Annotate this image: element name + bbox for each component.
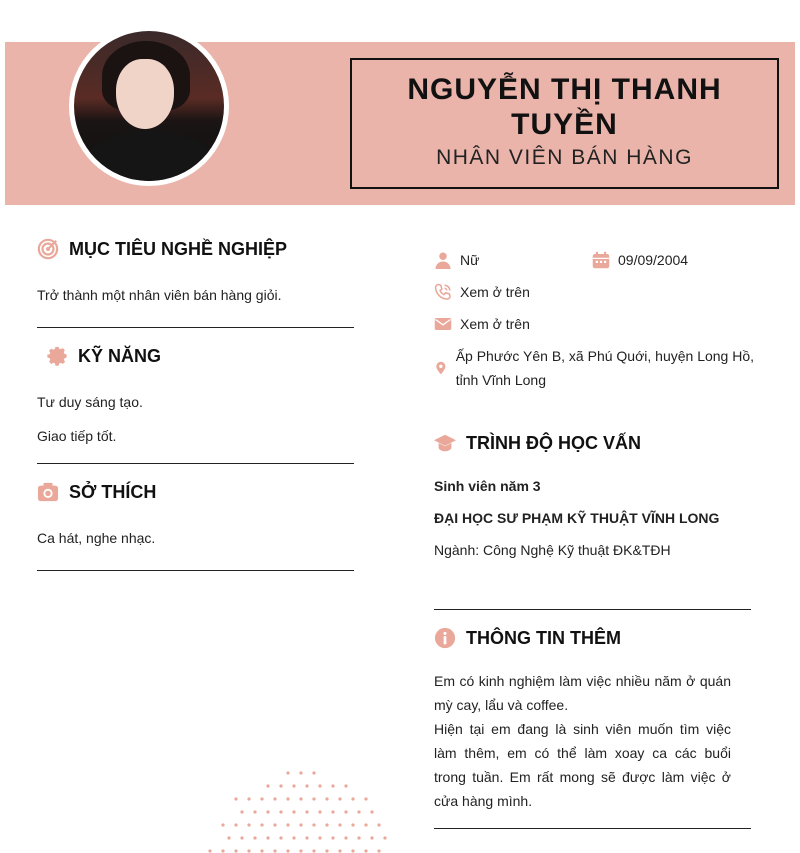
email-row xyxy=(434,312,530,336)
hobbies-heading xyxy=(37,481,156,503)
education-heading xyxy=(434,432,641,454)
school-name: ĐẠI HỌC SƯ PHẠM KỸ THUẬT VĨNH LONG xyxy=(434,510,720,526)
gender-row xyxy=(434,248,479,272)
divider xyxy=(434,609,751,610)
phone-row xyxy=(434,280,530,304)
graduation-cap-icon xyxy=(434,432,456,454)
location-pin-icon xyxy=(434,359,448,377)
additional-para-1: Em có kinh nghiệm làm việc nhiều năm ở quán mỳ cay, lẩu và coffee. xyxy=(434,673,731,713)
education-title: TRÌNH ĐỘ HỌC VẤN xyxy=(466,432,641,453)
skills-heading xyxy=(46,345,161,367)
dob-value: 09/09/2004 xyxy=(618,252,689,268)
name-box xyxy=(350,58,779,189)
divider xyxy=(37,327,354,328)
target-icon xyxy=(37,238,59,260)
phone-value: Xem ở trên xyxy=(460,284,530,300)
additional-title: THÔNG TIN THÊM xyxy=(466,627,621,648)
phone-icon xyxy=(434,283,452,301)
decorative-dots xyxy=(205,768,395,853)
additional-heading xyxy=(434,627,621,649)
gear-icon xyxy=(46,345,68,367)
envelope-icon xyxy=(434,315,452,333)
skill-item: Tư duy sáng tạo. xyxy=(37,394,143,410)
address-value: Ấp Phước Yên B, xã Phú Quới, huyện Long Hồ, tỉnh Vĩnh Long xyxy=(455,348,755,388)
divider xyxy=(434,828,751,829)
major: Ngành: Công Nghệ Kỹ thuật ĐK&TĐH xyxy=(434,542,671,558)
hobbies-title: SỞ THÍCH xyxy=(69,481,157,502)
address-row xyxy=(434,344,754,392)
calendar-icon xyxy=(592,251,610,269)
objective-text: Trở thành một nhân viên bán hàng giỏi. xyxy=(37,287,282,303)
dob-row xyxy=(592,248,688,272)
education-level: Sinh viên năm 3 xyxy=(434,478,541,494)
gender-value: Nữ xyxy=(460,252,480,268)
info-icon xyxy=(434,627,456,649)
divider xyxy=(37,463,354,464)
objective-title: MỤC TIÊU NGHỀ NGHIỆP xyxy=(69,238,288,259)
objective-heading xyxy=(37,238,287,260)
skills-title: KỸ NĂNG xyxy=(78,345,162,366)
avatar xyxy=(69,26,229,186)
candidate-name: NGUYỄN THỊ THANH TUYỀN xyxy=(407,73,722,141)
email-value: Xem ở trên xyxy=(460,316,530,332)
camera-icon xyxy=(37,481,59,503)
skill-item: Giao tiếp tốt. xyxy=(37,428,117,444)
job-title: NHÂN VIÊN BÁN HÀNG xyxy=(436,146,693,169)
person-icon xyxy=(434,251,452,269)
additional-para-2: Hiện tại em đang là sinh viên muốn tìm việc làm thêm, em có thể làm xoay ca các buổi trong tuần. Em rất mong sẽ được làm việc ở cửa hàng mình. xyxy=(434,721,731,809)
divider xyxy=(37,570,354,571)
hobbies-text: Ca hát, nghe nhạc. xyxy=(37,530,156,546)
